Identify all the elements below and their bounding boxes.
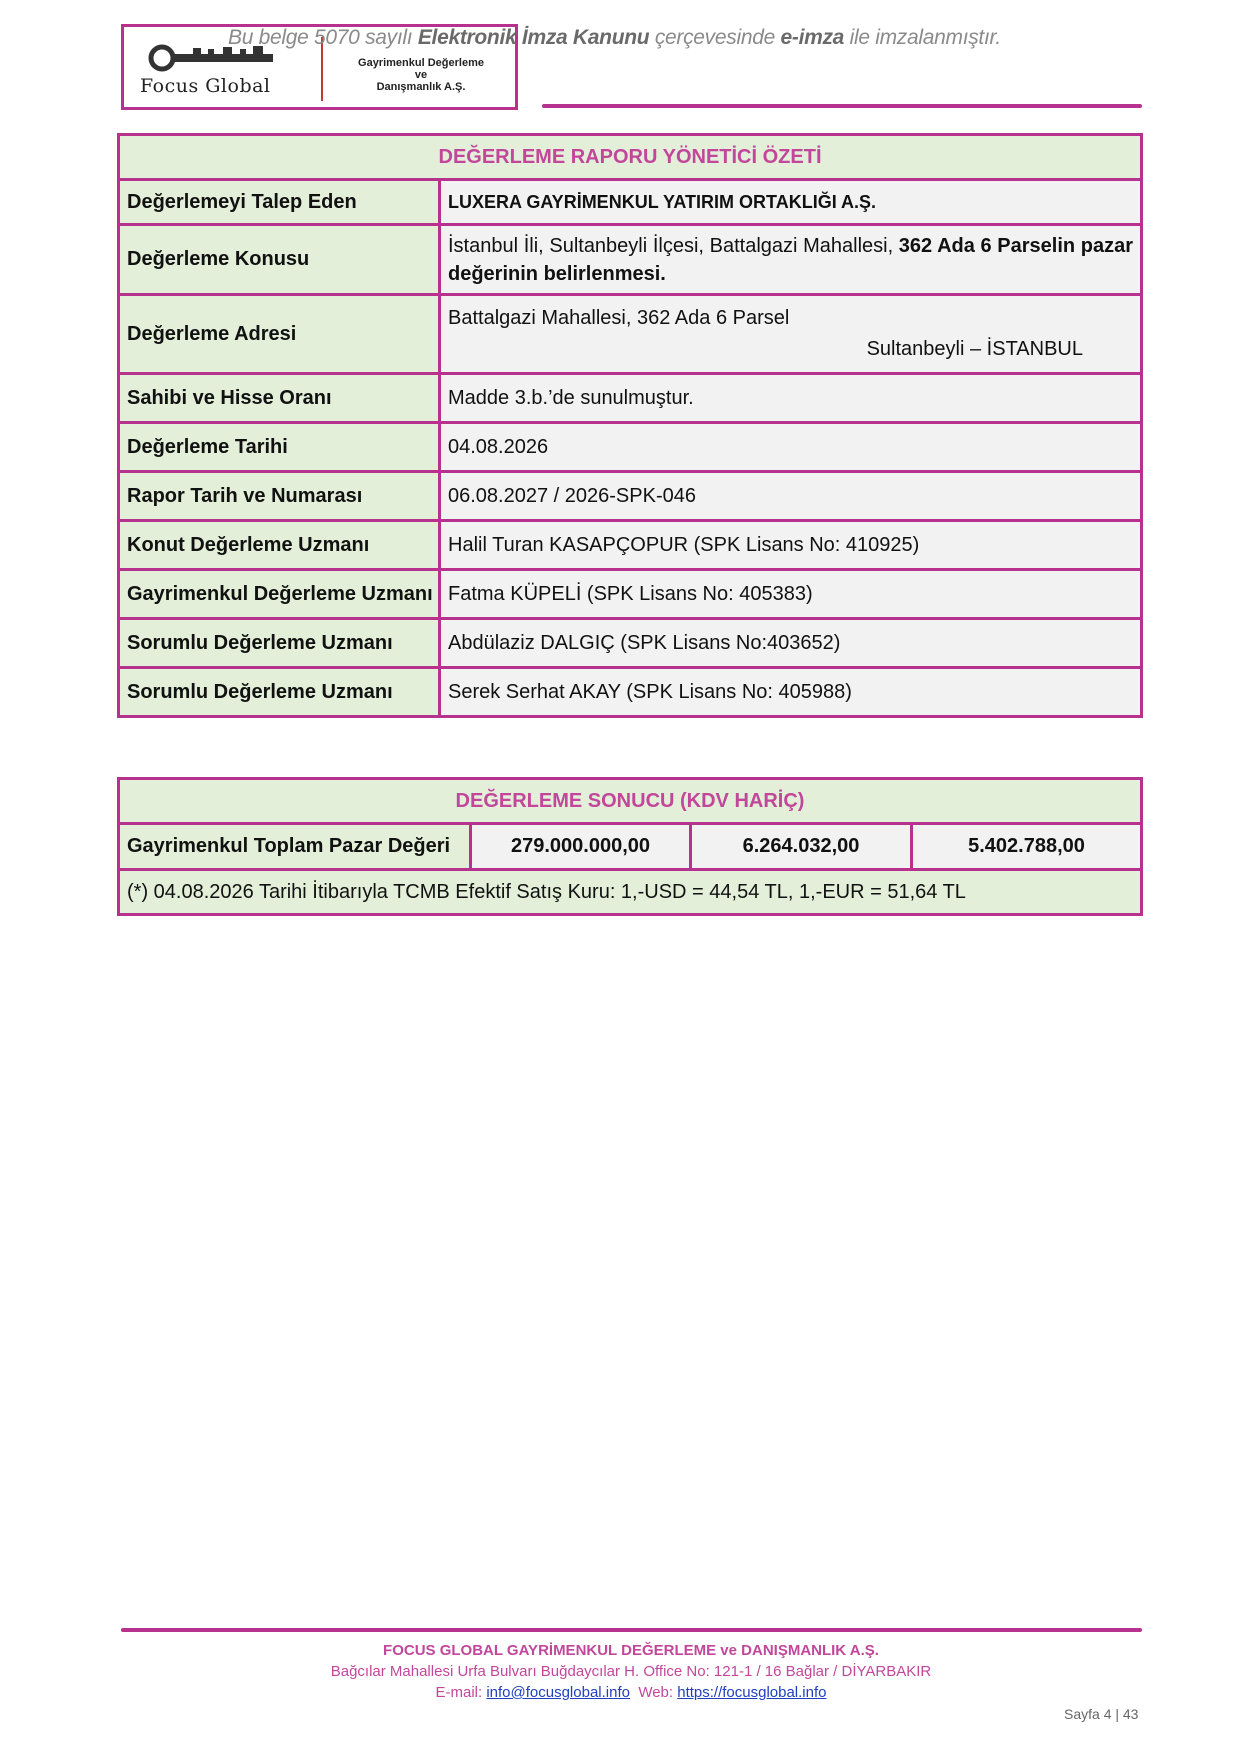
- result-value-try: 279.000.000,00: [471, 824, 691, 870]
- row-label-subject: Değerleme Konusu: [119, 225, 440, 295]
- row-value-valuation-date: 04.08.2026: [440, 423, 1142, 472]
- footer-rule: [121, 1628, 1142, 1632]
- logo-subtitle-line3: Danışmanlık A.Ş.: [376, 81, 466, 93]
- subject-bold-text: 362 Ada 6 Parselin pazar değerinin belirlenmesi.: [448, 234, 1133, 285]
- email-link[interactable]: info@focusglobal.info: [486, 1684, 630, 1701]
- row-value-report-number: 06.08.2027 / 2026-SPK-046: [440, 472, 1142, 521]
- row-value-owner: Madde 3.b.’de sunulmuştur.: [440, 374, 1142, 423]
- row-label-owner: Sahibi ve Hisse Oranı: [119, 374, 440, 423]
- row-value-address: [440, 295, 1142, 374]
- esign-bold-1: Elektronik İmza Kanunu: [417, 26, 650, 49]
- result-title: DEĞERLEME SONUCU (KDV HARİÇ): [119, 779, 1142, 824]
- web-label: Web:: [638, 1684, 678, 1701]
- email-label: E-mail:: [435, 1684, 487, 1701]
- executive-summary-table: [117, 133, 1143, 718]
- page-number: Sayfa 4 | 43: [1064, 1706, 1139, 1722]
- logo-subtitle-line1: Gayrimenkul Değerleme: [358, 57, 484, 69]
- row-value-real-estate-expert: Fatma KÜPELİ (SPK Lisans No: 405383): [440, 570, 1142, 619]
- address-line-2: Sultanbeyli – İSTANBUL: [866, 338, 1083, 360]
- e-signature-notice: [228, 26, 1001, 50]
- row-label-address: Değerleme Adresi: [119, 295, 440, 374]
- row-label-responsible-expert-2: Sorumlu Değerleme Uzmanı: [119, 668, 440, 717]
- row-value-requester: LUXERA GAYRİMENKUL YATIRIM ORTAKLIĞI A.Ş.: [440, 180, 1142, 225]
- summary-title: DEĞERLEME RAPORU YÖNETİCİ ÖZETİ: [119, 135, 1142, 180]
- web-link[interactable]: https://focusglobal.info: [677, 1684, 827, 1701]
- logo-subtitle: [328, 57, 514, 93]
- row-value-responsible-expert-2: Serek Serhat AKAY (SPK Lisans No: 405988): [440, 668, 1142, 717]
- result-value-usd: 6.264.032,00: [691, 824, 912, 870]
- result-label: Gayrimenkul Toplam Pazar Değeri: [119, 824, 471, 870]
- footer-contact: [0, 1684, 1241, 1701]
- logo-subtitle-line2: ve: [414, 69, 428, 81]
- footer-address: Bağcılar Mahallesi Urfa Bulvarı Buğdaycılar H. Office No: 121-1 / 16 Bağlar / DİYARBAKIR: [330, 1663, 932, 1680]
- row-label-housing-expert: Konut Değerleme Uzmanı: [119, 521, 440, 570]
- row-value-responsible-expert-1: Abdülaziz DALGIÇ (SPK Lisans No:403652): [440, 619, 1142, 668]
- row-label-requester: Değerlemeyi Talep Eden: [119, 180, 440, 225]
- footer-company: FOCUS GLOBAL GAYRİMENKUL DEĞERLEME ve DANIŞMANLIK A.Ş.: [383, 1642, 879, 1659]
- valuation-result-table: [117, 777, 1143, 916]
- row-label-responsible-expert-1: Sorumlu Değerleme Uzmanı: [119, 619, 440, 668]
- esign-text-2: çerçevesinde: [649, 26, 781, 49]
- row-label-valuation-date: Değerleme Tarihi: [119, 423, 440, 472]
- address-line-1: Battalgazi Mahallesi, 362 Ada 6 Parsel: [448, 307, 790, 329]
- row-label-report-number: Rapor Tarih ve Numarası: [119, 472, 440, 521]
- exchange-rate-note: (*) 04.08.2026 Tarihi İtibarıyla TCMB Efektif Satış Kuru: 1,-USD = 44,54 TL, 1,-EUR = 51,64 TL: [119, 870, 1142, 915]
- row-value-subject: [440, 225, 1142, 295]
- header-rule: [542, 104, 1142, 108]
- row-value-housing-expert: Halil Turan KASAPÇOPUR (SPK Lisans No: 410925): [440, 521, 1142, 570]
- result-value-eur: 5.402.788,00: [912, 824, 1142, 870]
- esign-text-3: ile imzalanmıştır.: [844, 26, 1001, 49]
- esign-bold-2: e-imza: [780, 26, 845, 49]
- logo-brand-name: Focus Global: [140, 75, 271, 97]
- row-label-real-estate-expert: Gayrimenkul Değerleme Uzmanı: [119, 570, 440, 619]
- esign-text-1: Bu belge 5070 sayılı: [228, 26, 418, 49]
- subject-text: İstanbul İli, Sultanbeyli İlçesi, Battalgazi Mahallesi,: [448, 234, 899, 257]
